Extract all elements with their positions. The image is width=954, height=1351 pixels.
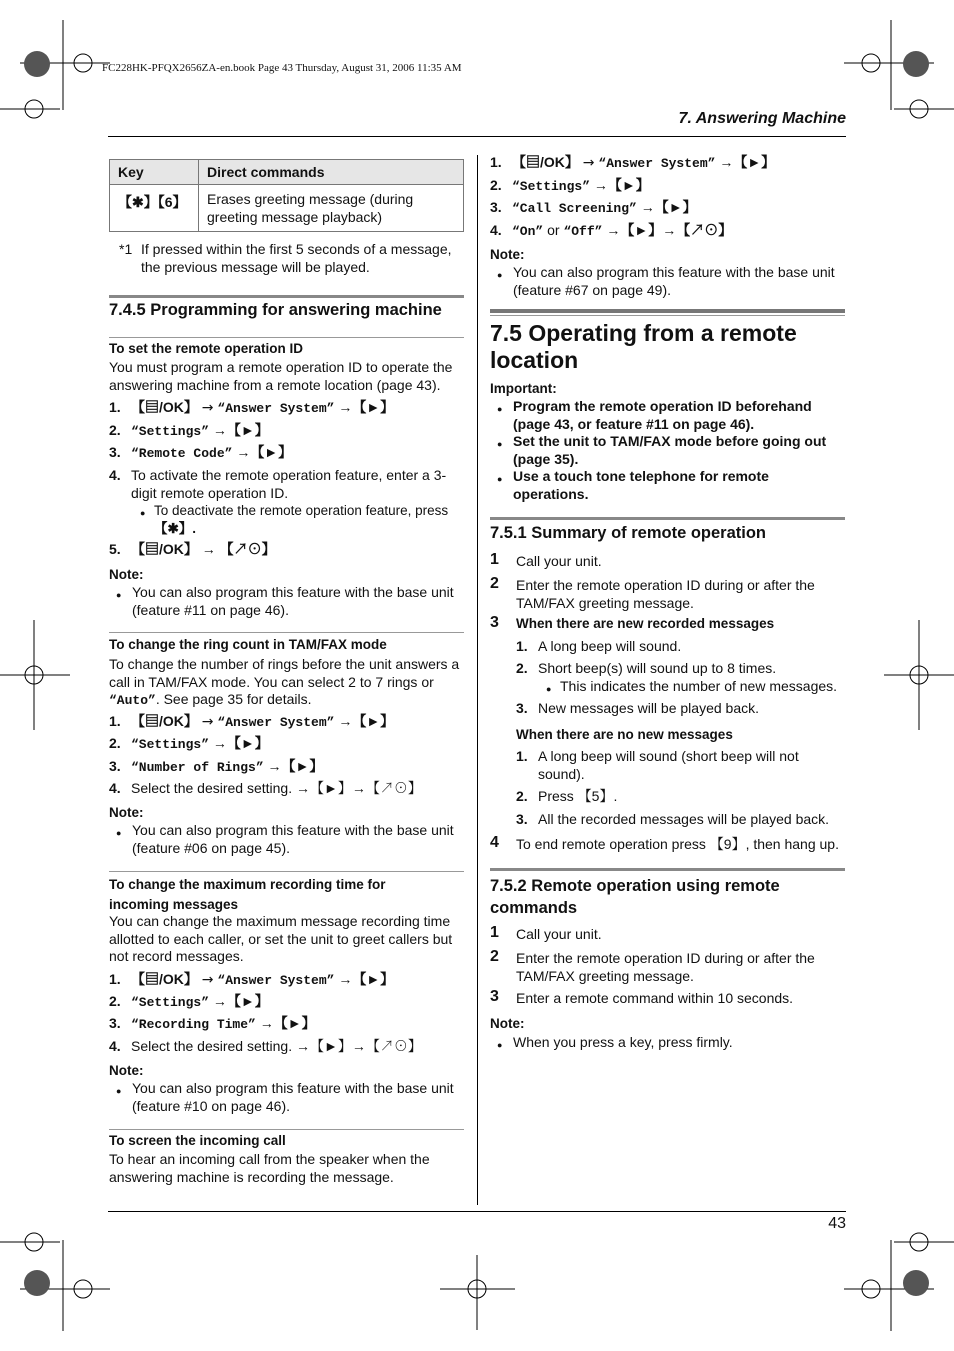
big-step-number: 3	[490, 988, 499, 1005]
big-step-number: 2	[490, 948, 499, 965]
cmd-step-3: Enter a remote command within 10 seconds.	[516, 990, 794, 1006]
remote-id-intro: You must program a remote operation ID to operate the answering machine from a remote location (page 43).	[109, 359, 453, 393]
chapter-title: 7. Answering Machine	[678, 110, 846, 127]
chapter-rule	[490, 309, 845, 313]
header-rule	[108, 136, 846, 137]
note-label: Note:	[490, 1016, 525, 1031]
big-step-number: 3	[490, 614, 499, 631]
footer-rule	[108, 1211, 846, 1212]
section-rule	[109, 295, 464, 298]
divider	[109, 337, 464, 338]
remote-id-heading: To set the remote operation ID	[109, 341, 304, 356]
note-label: Note:	[490, 247, 525, 262]
cmd-step-2: Enter the remote operation ID during or after the TAM/FAX greeting message.	[516, 950, 815, 984]
summary-step-2: Enter the remote operation ID during or after the TAM/FAX greeting message.	[516, 577, 815, 611]
page-number: 43	[828, 1215, 846, 1232]
section-rule	[490, 868, 845, 871]
cmd-step-1: Call your unit.	[516, 926, 602, 942]
rec-time-heading: To change the maximum recording time for incoming messages	[109, 877, 386, 912]
section-title-745: 7.4.5 Programming for answering machine	[109, 301, 442, 319]
footnote-text: If pressed within the first 5 seconds of a message, the previous message will be played.	[141, 241, 452, 275]
divider	[109, 1129, 464, 1130]
section-title-75: 7.5 Operating from a remote location	[490, 320, 797, 373]
important-label: Important:	[490, 381, 557, 396]
ring-count-intro: To change the number of rings before the unit answers a call in TAM/FAX mode. You can select 2 to 7 rings or “Auto”. See page 35 for details.	[109, 656, 460, 708]
divider	[109, 632, 464, 633]
summary-step-3: When there are new recorded messages	[516, 616, 775, 631]
summary-step-1: Call your unit.	[516, 553, 602, 569]
table-header-key: Key	[110, 160, 199, 185]
section-rule	[490, 517, 845, 520]
summary-step-4: To end remote operation press 【9】, then hang up.	[516, 836, 839, 852]
table-header-commands: Direct commands	[199, 160, 464, 185]
book-info-line: FC228HK-PFQX2656ZA-en.book Page 43 Thursday, August 31, 2006 11:35 AM	[102, 62, 462, 74]
big-step-number: 1	[490, 551, 499, 568]
column-divider	[477, 155, 478, 1205]
table-cell-key: 【✱】【6】	[110, 185, 199, 232]
note-label: Note:	[109, 1063, 144, 1078]
divider	[490, 315, 845, 316]
screen-call-intro: To hear an incoming call from the speaker when the answering machine is recording the message.	[109, 1151, 430, 1185]
section-title-751: 7.5.1 Summary of remote operation	[490, 524, 766, 542]
big-step-number: 4	[490, 834, 499, 851]
note-label: Note:	[109, 805, 144, 820]
screen-call-heading: To screen the incoming call	[109, 1133, 286, 1148]
big-step-number: 2	[490, 575, 499, 592]
note-label: Note:	[109, 567, 144, 582]
footnote-mark: *1	[119, 241, 133, 257]
divider	[109, 871, 464, 872]
no-new-heading: When there are no new messages	[516, 727, 733, 742]
big-step-number: 1	[490, 924, 499, 941]
section-title-752: 7.5.2 Remote operation using remote commands	[490, 877, 780, 917]
table-cell-command: Erases greeting message (during greeting message playback)	[199, 185, 464, 232]
ring-count-heading: To change the ring count in TAM/FAX mode	[109, 637, 387, 652]
rec-time-intro: You can change the maximum message recording time allotted to each caller, or set the unit to greet callers but not record messages.	[109, 913, 453, 964]
direct-commands-table	[109, 159, 464, 232]
